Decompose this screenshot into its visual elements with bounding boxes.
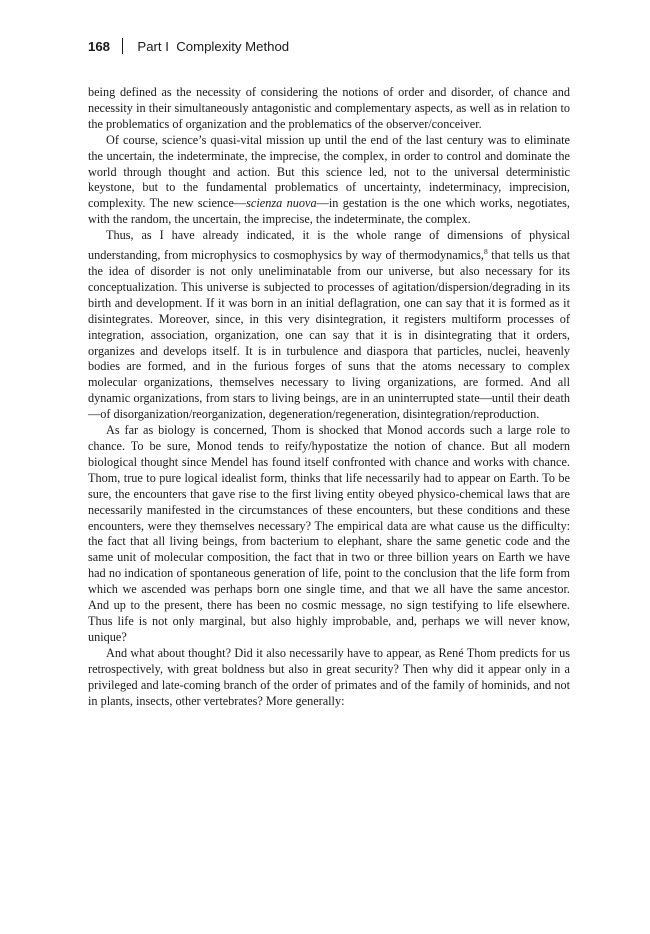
paragraph-text: Thus, as I have already indicated, it is the whole range of dimensions of physical understanding, from microphysics to cosmophysics by way of thermodynamics, <box>88 228 570 263</box>
paragraph-text: And what about thought? Did it also necessarily have to appear, as René Thom predicts for us retrospectively, with great boldness but also in great security? Then why did it appear only in a privileged and late-coming branch of the order of primates and of the family of hominids, and not in plants, insects, other vertebrates? More generally: <box>88 645 570 708</box>
running-head <box>88 38 568 54</box>
paragraph-4 <box>88 423 570 646</box>
paragraph-3 <box>88 228 570 423</box>
section-title: Part I Complexity Method <box>137 38 290 54</box>
paragraph-2 <box>88 133 570 228</box>
italic-phrase: scienza nuova <box>246 196 317 211</box>
page-number: 168 <box>88 38 111 54</box>
paragraph-text: Of course, science’s quasi-vital mission up until the end of the last century was to eliminate the uncertain, the indeterminate, the imprecise, the complex, in order to control and dominate the world through thought and action. But this science led, not to the universal deterministic keystone, but to the fundamental problematics of uncertainty, indeterminacy, imprecision, complexity. The new science— <box>88 132 570 211</box>
paragraph-text: being defined as the necessity of considering the notions of order and disorder, of chance and necessity in their simultaneously antagonistic and complementary aspects, as well as in relation to the problematics of organization and the problematics of the observer/conceiver. <box>88 85 570 131</box>
footnote-reference: 8 <box>483 247 488 257</box>
paragraph-1 <box>88 85 570 133</box>
header-separator <box>122 38 123 54</box>
paragraph-text: As far as biology is concerned, Thom is shocked that Monod accords such a large role to chance. To be sure, Monod tends to reify/hypostatize the notion of chance. But all modern biological thought since Mendel has found itself confronted with chance and works with chance. Thom, true to pure logical idealist form, thinks that life necessarily had to appear on Earth. To be sure, the encounters that gave rise to the first living entity obeyed physico-chemical laws that are necessarily manifested in the circumstances of these encounters, but these conditions and these encounters, were they themselves necessary? The empirical data are what cause us the difficulty: the fact that all living beings, from bacterium to elephant, share the same genetic code and the same unit of molecular composition, the fact that in two or three billion years on Earth we have had no indication of spontaneous generation of life, point to the conclusion that the life form from which we ascended was perhaps born one single time, and that we all have the same ancestor. And up to the present, there has been no cosmic message, no sign testifying to life elsewhere. Thus life is not only marginal, but also highly improbable, and, perhaps we will never know, unique? <box>88 423 570 644</box>
paragraph-text: —in gestation is the one which works, negotiates, with the random, the uncertain, the imprecise, the indeterminate, the complex. <box>88 196 570 227</box>
paragraph-5 <box>88 646 570 710</box>
paragraph-text: that tells us that the idea of disorder is not only uneliminatable from our universe, but also necessary for its conceptualization. This universe is subjected to processes of agitation/dispersion/degrading in its birth and development. If it was born in an initial deflagration, one can say that it is formed as it disintegrates. Moreover, since, in this very disintegration, it registers multiform processes of integration, association, organization, one can say that it is in disintegrating that it orders, organizes and develops itself. It is in turbulence and diaspora that particles, nuclei, heavenly bodies are formed, and in the furious forges of suns that the atoms necessary to complex molecular organizations, themselves necessary to living organizations, are formed. And all dynamic organizations, from stars to living beings, are in an uninterrupted state—until their death—of disorganization/reorganization, degeneration/regeneration, disintegration/reproduction. <box>88 248 571 422</box>
body-text <box>88 85 570 709</box>
